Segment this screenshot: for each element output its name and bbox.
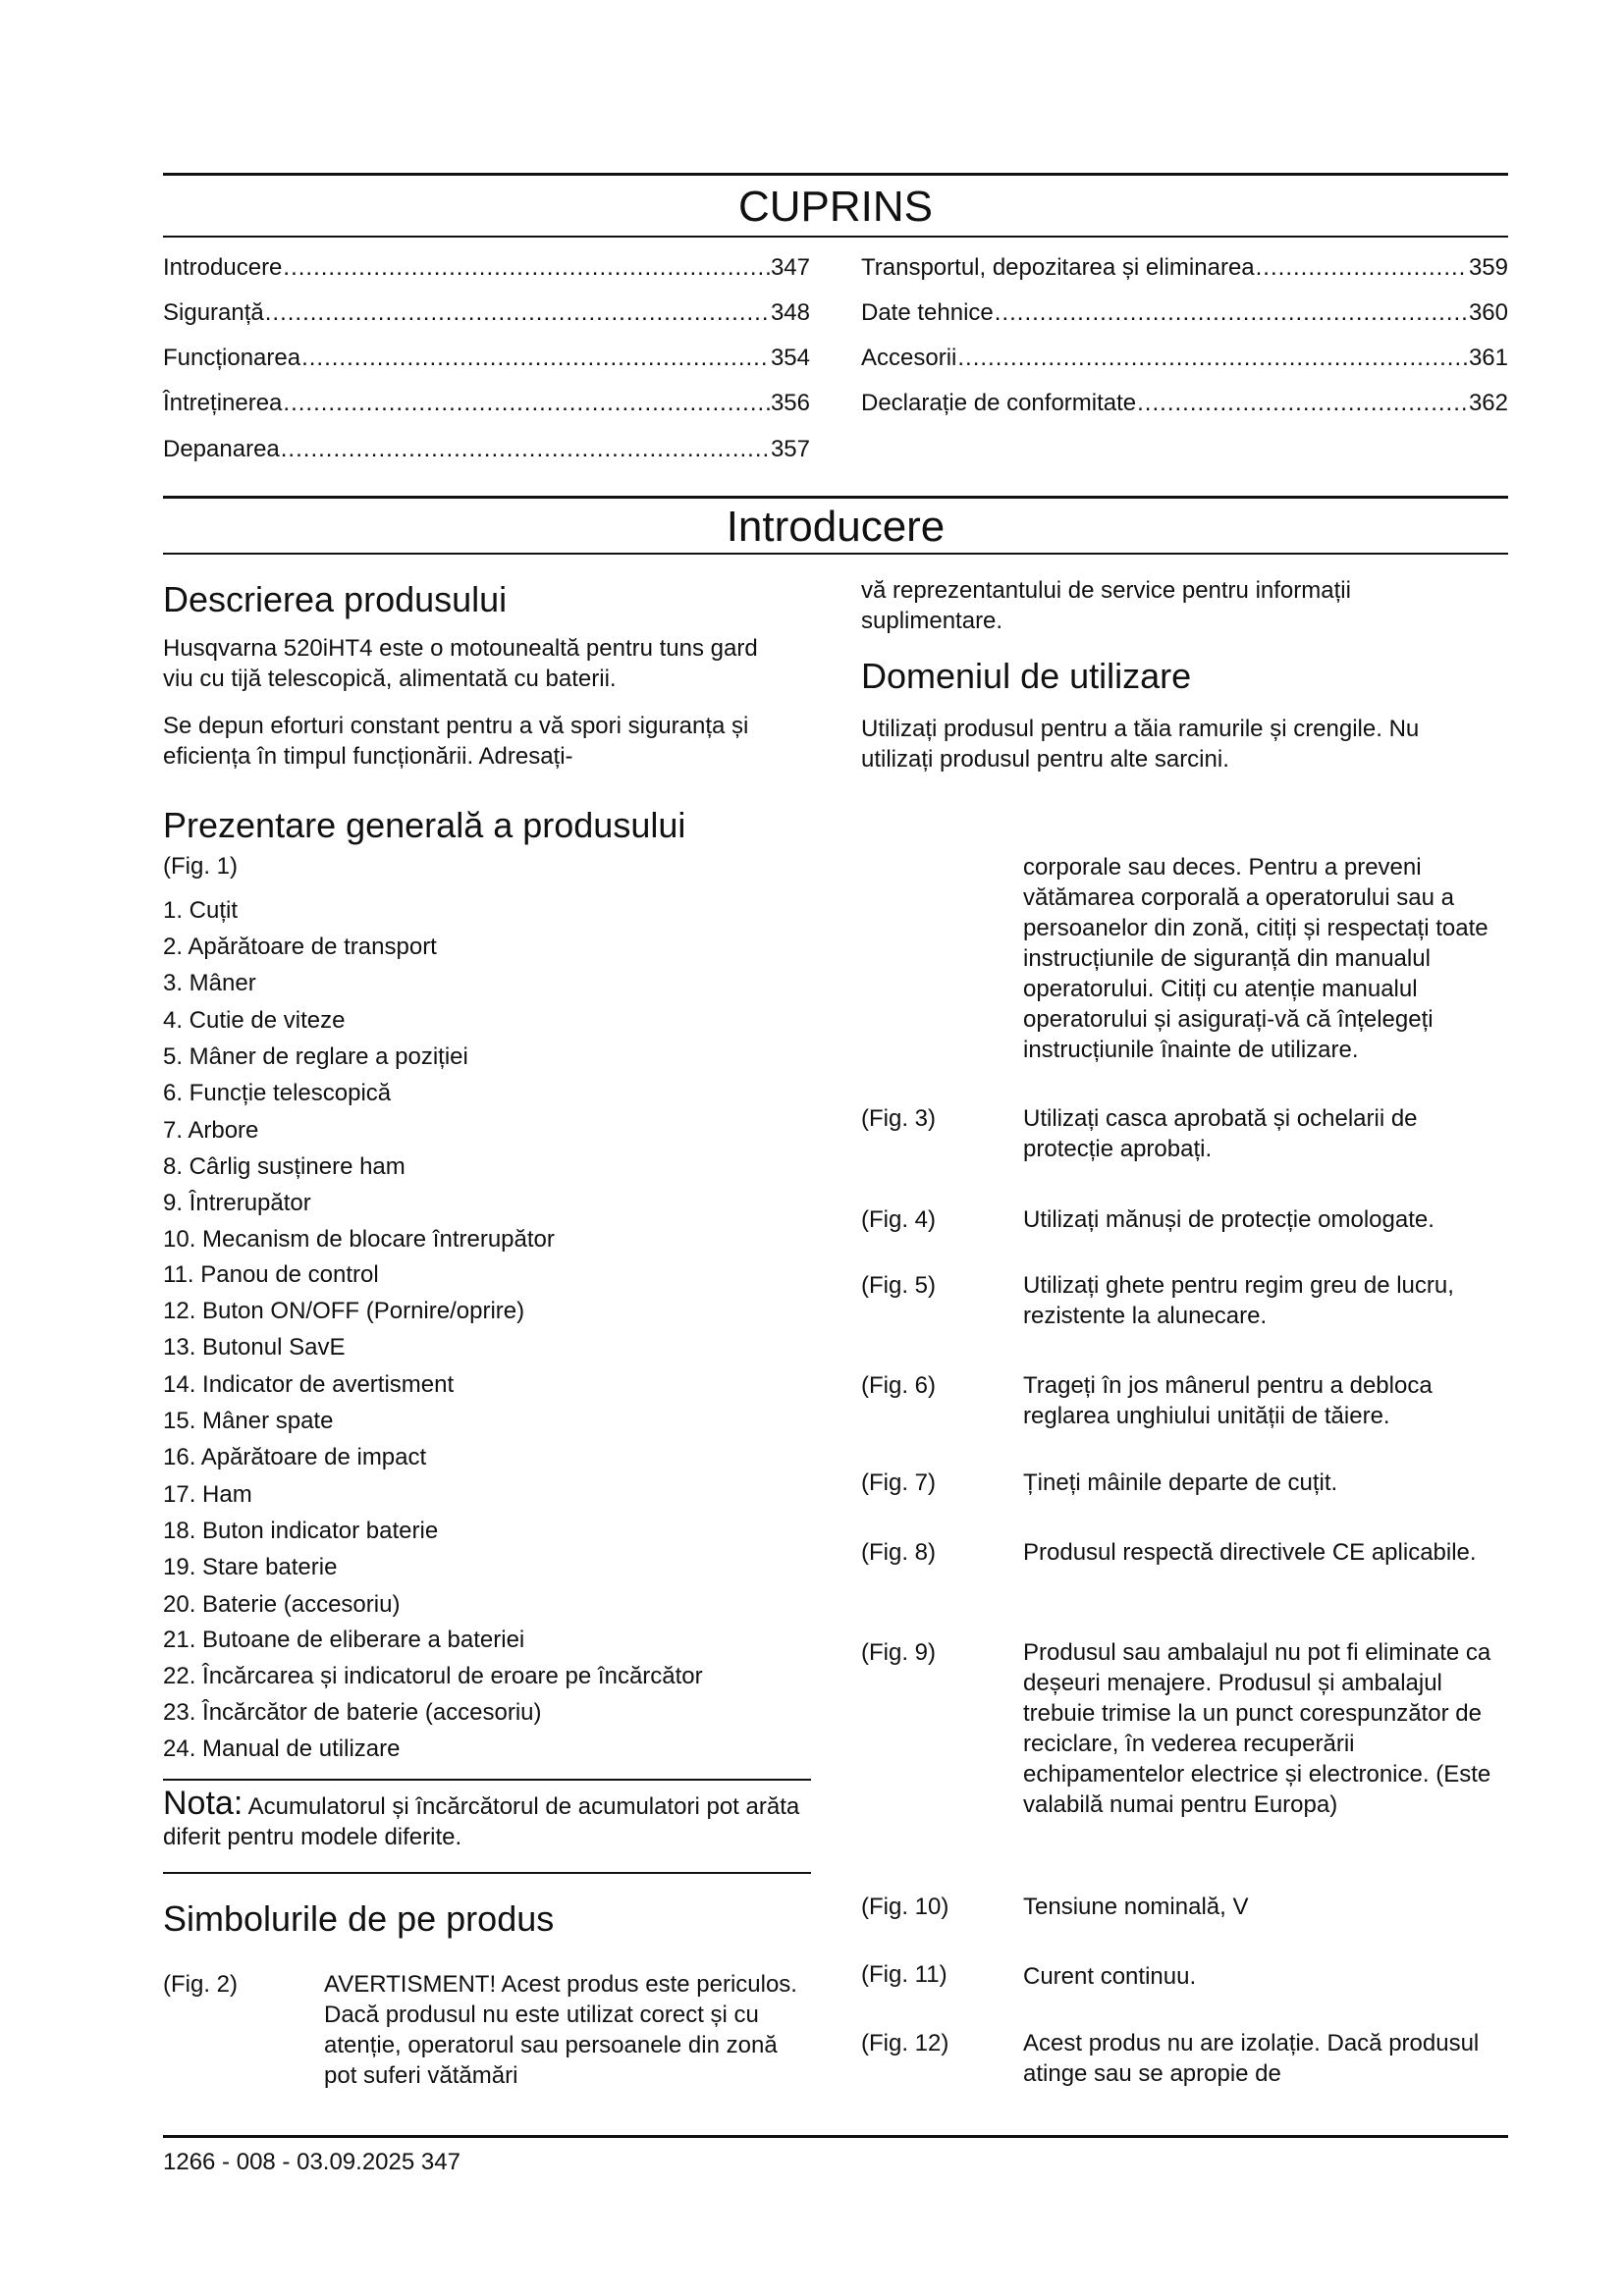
list-item: 12. Buton ON/OFF (Pornire/oprire) <box>163 1298 525 1324</box>
note-top-rule <box>163 1779 811 1781</box>
list-item: 19. Stare baterie <box>163 1554 338 1580</box>
toc-leader <box>1137 389 1468 418</box>
list-item: 6. Funcție telescopică <box>163 1080 392 1106</box>
toc-leader <box>281 435 770 464</box>
toc-entry-label: Depanarea <box>163 436 280 462</box>
list-item: 13. Butonul SavE <box>163 1334 346 1361</box>
list-item: 18. Buton indicator baterie <box>163 1518 439 1544</box>
symbol-fig-label: (Fig. 10) <box>861 1894 949 1920</box>
toc-entry-functionarea[interactable] <box>163 344 810 373</box>
description-heading: Descrierea produsului <box>163 579 508 619</box>
symbol-fig2-label: (Fig. 2) <box>163 1971 239 1998</box>
note-bottom-rule <box>163 1872 811 1874</box>
description-paragraph-1: Husqvarna 520iHT4 este o motounealtă pentru tuns gard viu cu tijă telescopică, alimentată cu baterii. <box>163 635 758 692</box>
toc-entry-date-tehnice[interactable] <box>861 298 1508 328</box>
overview-heading: Prezentare generală a produsului <box>163 805 686 845</box>
toc-entry-transportul[interactable] <box>861 253 1508 283</box>
toc-entry-intretinerea[interactable] <box>163 389 810 418</box>
list-item: 14. Indicator de avertisment <box>163 1371 455 1398</box>
symbol-fig-label: (Fig. 12) <box>861 2030 949 2056</box>
list-item: 3. Mâner <box>163 970 256 996</box>
symbol-fig-label: (Fig. 4) <box>861 1206 937 1233</box>
symbol-fig-label: (Fig. 9) <box>861 1639 937 1666</box>
note-box <box>163 1785 811 1852</box>
use-heading: Domeniul de utilizare <box>861 656 1192 696</box>
description-paragraph-2-cont: vă reprezentantului de service pentru informații suplimentare. <box>861 577 1351 634</box>
intro-bottom-rule <box>163 553 1508 555</box>
symbol-fig2-text: AVERTISMENT! Acest produs este periculos. Dacă produsul nu este utilizat corect și cu atenție, operatorul sau persoanele din zonă pot suferi vătămări <box>324 1971 797 2089</box>
description-paragraph-2: Se depun eforturi constant pentru a vă spori siguranța și eficiența în timpul funcționării. Adresați- <box>163 713 749 770</box>
toc-entry-label: Transportul, depozitarea și eliminarea <box>861 254 1255 281</box>
list-item: 10. Mecanism de blocare întrerupător <box>163 1226 555 1253</box>
list-item: 9. Întrerupător <box>163 1190 311 1216</box>
symbol-fig-text: Produsul respectă directivele CE aplicabile. <box>1023 1539 1477 1566</box>
toc-entry-page: 347 <box>770 254 810 281</box>
toc-entry-page: 362 <box>1468 390 1508 416</box>
symbol-fig-text: Produsul sau ambalajul nu pot fi eliminate ca deșeuri menajere. Produsul și ambalajul trebuie trimise la un punct corespunzător de reciclare, în vederea recuperării echipamentelor electrice și electronice. (Este valabilă numai pentru Europa) <box>1023 1639 1491 1818</box>
toc-entry-introducere[interactable] <box>163 253 810 283</box>
list-item: 20. Baterie (accesoriu) <box>163 1591 401 1618</box>
toc-leader <box>265 298 770 328</box>
toc-leader <box>283 389 770 418</box>
list-item: 22. Încărcarea și indicatorul de eroare pe încărcător <box>163 1663 703 1689</box>
footer-rule <box>163 2135 1508 2138</box>
list-item: 24. Manual de utilizare <box>163 1735 401 1762</box>
toc-leader <box>301 344 770 373</box>
list-item: 16. Apărătoare de impact <box>163 1444 427 1470</box>
toc-entry-label: Declarație de conformitate <box>861 390 1137 416</box>
symbol-fig-text: Utilizați ghete pentru regim greu de lucru, rezistente la alunecare. <box>1023 1272 1454 1329</box>
overview-fig-ref: (Fig. 1) <box>163 853 239 880</box>
toc-entry-label: Funcționarea <box>163 345 301 371</box>
symbol-fig-label: (Fig. 3) <box>861 1105 937 1132</box>
toc-leader <box>283 253 770 283</box>
toc-bottom-rule <box>163 236 1508 238</box>
toc-entry-label: Siguranță <box>163 299 264 326</box>
page-footer: 1266 - 008 - 03.09.2025 347 <box>163 2149 460 2175</box>
symbol-fig-label: (Fig. 11) <box>861 1961 947 1988</box>
list-item: 2. Apărătoare de transport <box>163 934 437 960</box>
symbol-fig-text: Țineți mâinile departe de cuțit. <box>1023 1469 1338 1496</box>
symbol-fig-text: Utilizați casca aprobată și ochelarii de protecție aprobați. <box>1023 1105 1418 1162</box>
use-text: Utilizați produsul pentru a tăia ramurile și crengile. Nu utilizați produsul pentru alte sarcini. <box>861 716 1420 773</box>
list-item: 11. Panou de control <box>163 1261 379 1288</box>
symbol-fig-label: (Fig. 8) <box>861 1539 937 1566</box>
toc-entry-accesorii[interactable] <box>861 344 1508 373</box>
list-item: 8. Cârlig susținere ham <box>163 1153 406 1180</box>
toc-entry-label: Date tehnice <box>861 299 994 326</box>
list-item: 23. Încărcător de baterie (accesoriu) <box>163 1699 542 1726</box>
toc-leader <box>957 344 1468 373</box>
symbol-fig-text: Curent continuu. <box>1023 1963 1197 1990</box>
symbol-fig-text: Utilizați mănuși de protecție omologate. <box>1023 1206 1435 1233</box>
symbol-fig-text: Acest produs nu are izolație. Dacă produsul atinge sau se apropie de <box>1023 2030 1480 2087</box>
intro-title: Introducere <box>726 503 946 551</box>
list-item: 1. Cuțit <box>163 897 239 924</box>
toc-entry-page: 360 <box>1468 299 1508 326</box>
toc-entry-page: 348 <box>770 299 810 326</box>
note-text: Acumulatorul și încărcătorul de acumulatori pot arăta diferit pentru modele diferite. <box>163 1793 800 1850</box>
toc-entry-page: 357 <box>770 436 810 462</box>
symbol-fig-text: Trageți în jos mânerul pentru a debloca reglarea unghiului unității de tăiere. <box>1023 1372 1433 1429</box>
toc-title: CUPRINS <box>737 183 934 231</box>
list-item: 7. Arbore <box>163 1117 259 1144</box>
list-item: 15. Mâner spate <box>163 1408 334 1434</box>
toc-entry-label: Accesorii <box>861 345 957 371</box>
toc-leader <box>1256 253 1468 283</box>
toc-entry-label: Întreținerea <box>163 390 283 416</box>
list-item: 4. Cutie de viteze <box>163 1007 346 1034</box>
toc-entry-page: 356 <box>770 390 810 416</box>
toc-top-rule <box>163 173 1508 176</box>
toc-entry-page: 354 <box>770 345 810 371</box>
list-item: 17. Ham <box>163 1481 252 1508</box>
symbol-fig2-text-cont: corporale sau deces. Pentru a preveni vătămarea corporală a operatorului sau a persoanelor din zonă, citiți și respectați toate instrucțiunile de siguranță din manualul operatorului. Citiți cu atenție manualul operatorului și asigurați-vă că înțelegeți instrucțiunile înainte de utilizare. <box>1023 854 1489 1063</box>
toc-leader <box>995 298 1468 328</box>
symbol-fig-label: (Fig. 5) <box>861 1272 937 1299</box>
toc-entry-declaratie[interactable] <box>861 389 1508 418</box>
toc-entry-page: 359 <box>1468 254 1508 281</box>
symbol-fig-text: Tensiune nominală, V <box>1023 1894 1249 1920</box>
list-item: 5. Mâner de reglare a poziției <box>163 1043 468 1070</box>
symbol-fig-label: (Fig. 7) <box>861 1469 937 1496</box>
intro-top-rule <box>163 496 1508 499</box>
note-label: Nota: <box>163 1785 244 1822</box>
symbol-fig-label: (Fig. 6) <box>861 1372 937 1399</box>
symbols-heading: Simbolurile de pe produs <box>163 1898 555 1939</box>
list-item: 21. Butoane de eliberare a bateriei <box>163 1627 525 1653</box>
toc-entry-depanarea[interactable] <box>163 435 810 464</box>
toc-entry-label: Introducere <box>163 254 283 281</box>
toc-entry-siguranta[interactable] <box>163 298 810 328</box>
toc-entry-page: 361 <box>1468 345 1508 371</box>
